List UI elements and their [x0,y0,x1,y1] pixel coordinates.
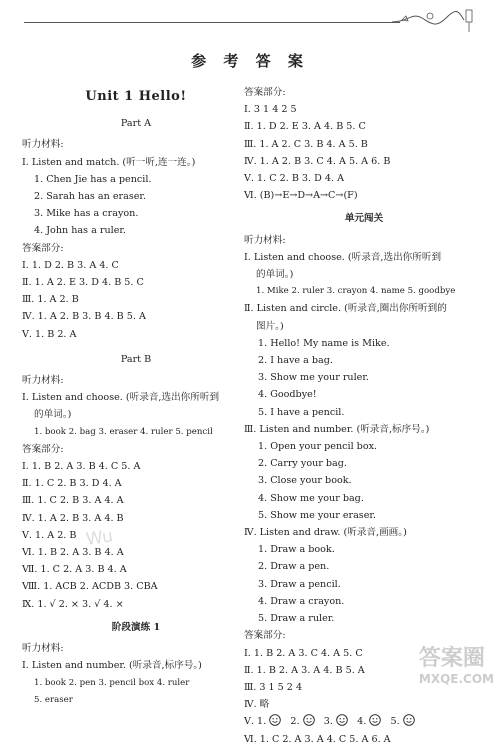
answer-line: Ⅱ. 1. B 2. A 3. A 4. B 5. A [244,664,365,676]
smiley-face-icon [369,714,381,726]
page-title: 参 考 答 案 [191,52,309,70]
list-item: 3. Draw a pencil. [258,578,341,590]
exercise-heading-cont: 的单词。) [256,269,294,281]
answer-line: Ⅰ. 1. D 2. B 3. A 4. C [22,259,119,271]
exercise-heading: Ⅰ. Listen and choose. (听录音,选出你所听到 [22,392,220,404]
smiley-label: 2. [290,716,300,728]
answer-line: Ⅱ. 1. C 2. B 3. D 4. A [22,478,122,490]
exercise-heading: Ⅱ. Listen and circle. (听录音,圈出你所听到的 [244,303,447,315]
smiley-label: 5. [390,716,400,728]
listening-label: 听力材料: [22,139,64,151]
smiley-face-icon [269,714,281,726]
list-item: 3. Mike has a crayon. [34,208,139,220]
smiley-face-icon [303,714,315,726]
answer-line: Ⅳ. 1. A 2. B 3. B 4. B 5. A [22,311,146,323]
watermark-text: 答案圈 [418,646,485,671]
unit-title: Unit 1 Hello! [85,89,187,104]
list-item: 3. Show me your ruler. [258,372,369,384]
word-list-cont: 5. eraser [34,694,73,705]
answer-line: Ⅳ. 1. A 2. B 3. A 4. B [22,512,124,524]
left-column [22,86,250,709]
smiley-face-icon [403,714,415,726]
exercise-heading-cont: 图片。) [256,320,284,332]
stage-heading: 阶段演练 1 [111,621,161,633]
word-list: 1. Mike 2. ruler 3. crayon 4. name 5. goodbye [256,286,456,297]
unit-review-heading: 单元闯关 [344,213,384,225]
list-item: 1. Draw a book. [258,544,335,556]
list-item: 5. Show me your eraser. [258,509,376,521]
exercise-heading-cont: 的单词。) [34,409,72,421]
list-item: 2. Sarah has an eraser. [34,191,147,203]
list-item: 1. Chen Jie has a pencil. [34,173,152,185]
list-item: 3. Close your book. [258,475,352,487]
answer-line: Ⅳ. 略 [244,699,270,711]
answer-line: Ⅷ. 1. ACB 2. ACDB 3. CBA [22,581,158,593]
answer-line: Ⅲ. 1. C 2. B 3. A 4. A [22,495,124,507]
list-item: 2. Carry your bag. [258,458,347,470]
answers-label: 答案部分: [22,443,64,455]
exercise-heading: Ⅰ. Listen and number. (听录音,标序号。) [22,660,202,672]
smiley-face-icon [336,714,348,726]
smiley-answer-line [244,713,484,730]
exercise-heading: Ⅰ. Listen and choose. (听录音,选出你所听到 [244,251,442,263]
list-item: 4. John has a ruler. [34,225,126,237]
answer-line: Ⅲ. 1. A 2. C 3. B 4. A 5. B [244,138,368,150]
exercise-heading: Ⅰ. Listen and match. (听一听,连一连。) [22,156,196,168]
answer-line: Ⅱ. 1. A 2. E 3. D 4. B 5. C [22,277,144,289]
answer-line: Ⅵ. 1. C 2. A 3. A 4. C 5. A 6. A [244,733,391,745]
word-list: 1. book 2. pen 3. pencil box 4. ruler [34,677,190,688]
answers-label: 答案部分: [244,87,286,98]
answer-line: Ⅳ. 1. A 2. B 3. C 4. A 5. A 6. B [244,155,391,167]
smiley-label: 4. [357,716,367,728]
answer-line: Ⅴ. 1. A 2. B [22,529,77,541]
part-a-heading: Part A [120,118,152,130]
answer-line: Ⅴ. 1. B 2. A [22,328,77,340]
answer-line: Ⅲ. 1. A 2. B [22,294,79,306]
list-item: 4. Draw a crayon. [258,595,345,607]
watermark-mid: Wu [84,526,115,550]
part-b-heading: Part B [120,353,152,365]
list-item: 2. Draw a pen. [258,561,330,573]
decorative-vine-icon [390,4,480,34]
answer-line: Ⅰ. 1. B 2. A 3. B 4. C 5. A [22,461,141,473]
answer-line: Ⅸ. 1. √ 2. × 3. √ 4. × [22,598,124,610]
answer-line: Ⅵ. 1. B 2. A 3. B 4. A [22,547,124,559]
answer-line: Ⅰ. 3 1 4 2 5 [244,104,297,116]
watermark-url: MXQE.COM [418,672,494,686]
exercise-heading: Ⅲ. Listen and number. (听录音,标序号。) [244,423,430,435]
answers-label: 答案部分: [22,242,64,254]
smiley-line-prefix: Ⅴ. 1. [244,716,267,728]
answer-line: Ⅲ. 3 1 5 2 4 [244,681,303,693]
list-item: 5. I have a pencil. [258,406,345,418]
list-item: 4. Show me your bag. [258,492,364,504]
listening-label: 听力材料: [244,234,286,246]
list-item: 4. Goodbye! [258,389,317,401]
list-item: 1. Open your pencil box. [258,441,378,453]
list-item: 5. Draw a ruler. [258,613,335,625]
watermark-logo [419,641,494,686]
word-list: 1. book 2. bag 3. eraser 4. ruler 5. pencil [34,426,213,437]
answer-line: Ⅱ. 1. D 2. E 3. A 4. B 5. C [244,121,366,133]
smiley-label: 3. [323,716,333,728]
answer-line: Ⅶ. 1. C 2. A 3. B 4. A [22,564,127,576]
exercise-heading: Ⅳ. Listen and draw. (听录音,画画。) [244,527,407,539]
answers-label: 答案部分: [244,630,286,642]
answer-line: Ⅵ. (B)→E→D→A→C→(F) [244,190,358,202]
answer-line: Ⅴ. 1. C 2. B 3. D 4. A [244,173,344,185]
list-item: 2. I have a bag. [258,355,333,367]
listening-label: 听力材料: [22,375,64,387]
list-item: 1. Hello! My name is Mike. [258,337,390,349]
listening-label: 听力材料: [22,643,64,655]
header-rule [24,22,400,23]
answer-line: Ⅰ. 1. B 2. A 3. C 4. A 5. C [244,647,363,659]
